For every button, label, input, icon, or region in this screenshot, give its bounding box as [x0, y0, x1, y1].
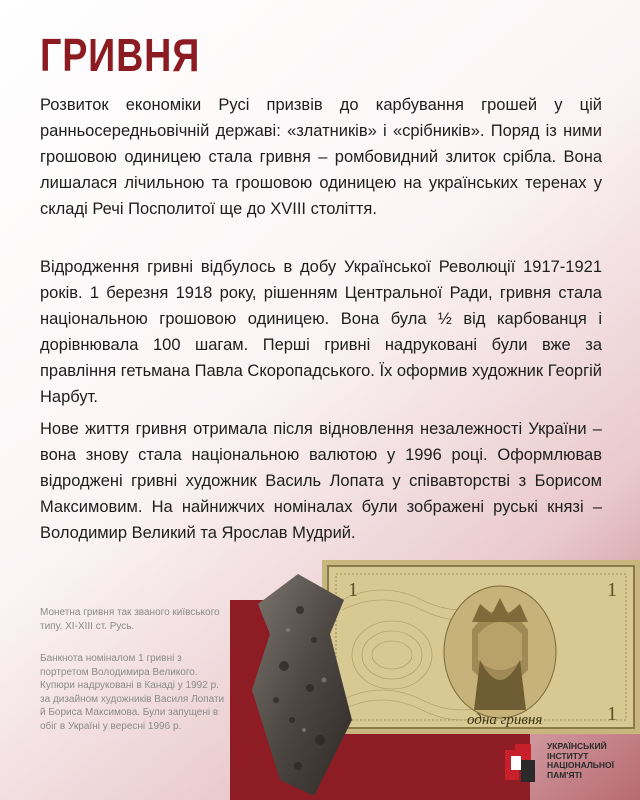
- paragraph-independence-1996: Нове життя гривня отримала після відновлення незалежності України – вона знову стала національною валютою у 1996 році. Оформлював відроджені гривні художник Василь Лопата у співавторстві з Борисом Максимовим. На найнижчих номіналах були зображені руські князі – Володимир Великий та Ярослав Мудрий.: [40, 420, 602, 542]
- banknote-caption: Банкнота номіналом 1 гривні з портретом Володимира Великого. Купюри надруковані в Канаді у 1992 р. за дизайном художників Василя Лопати й Бориса Максимова. Були запущені в обіг в Україні у вересні 1996 р.: [40, 653, 225, 732]
- paragraph-kyivan-rus: Розвиток економіки Русі призвів до карбування грошей у цій ранньосередньовічній державі: «златників» і «срібників». Поряд із ними грошовою одиницею стала гривня – ромбовидний злиток срібла. Вона лишалася лічильною та грошовою одиницею на українських теренах у складі Речі Посполитої ще до XVIII століття.: [40, 96, 602, 218]
- page-title: ГРИВНЯ: [40, 29, 201, 81]
- ingot-caption: Монетна гривня так званого київського типу. ХІ-ХІІІ ст. Русь.: [40, 607, 220, 632]
- logo-line-4: ПАМ'ЯТІ: [547, 769, 583, 780]
- banknote-denomination-corner: 1: [607, 703, 617, 725]
- logo-line-2: ІНСТИТУТ: [547, 750, 589, 761]
- banknote-denomination-right: 1: [607, 579, 617, 601]
- silver-ingot-image: [240, 570, 360, 800]
- institute-logo-text: [547, 742, 631, 780]
- banknote-denomination: 1: [348, 579, 358, 601]
- institute-logo-icon: [505, 744, 541, 784]
- logo-line-1: УКРАЇНСЬКИЙ: [547, 741, 607, 751]
- logo-line-3: НАЦІОНАЛЬНОЇ: [547, 760, 615, 771]
- paragraph-revival-1918: Відродження гривні відбулось в добу Української Революції 1917-1921 років. 1 березня 1918 року, рішенням Центральної Ради, гривня стала національною грошовою одиницею. Вона була ½ від карбованця і дорівнювала 100 шагам. Перші гривні надруковані були вже за правління гетьмана Павла Скоропадського. Їх оформив художник Георгій Нарбут.: [40, 258, 602, 406]
- banknote-image: [322, 560, 640, 734]
- banknote-text: одна гривня: [467, 712, 543, 728]
- institute-logo: [505, 740, 630, 790]
